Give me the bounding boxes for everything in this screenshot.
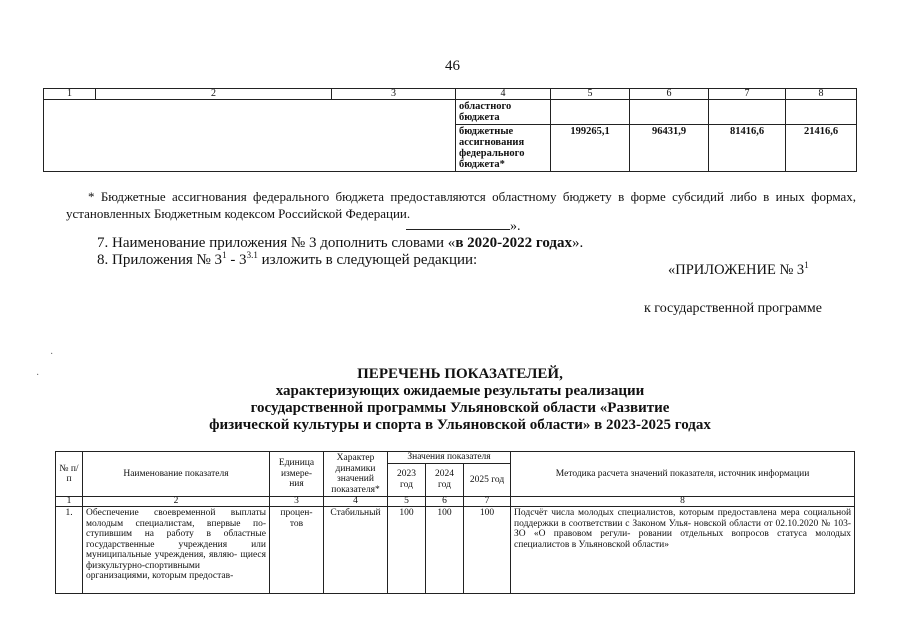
budget-fragment-table (43, 88, 857, 172)
column-number: 7 (464, 497, 511, 507)
column-number: 2 (96, 89, 332, 100)
column-number: 6 (426, 497, 464, 507)
indicators-title (60, 366, 860, 434)
row-number: 1. (56, 507, 83, 594)
value-2023: 100 (388, 507, 426, 594)
value-cell: 81416,6 (709, 125, 786, 172)
column-number: 3 (270, 497, 324, 507)
column-number: 5 (551, 89, 630, 100)
header-year-2024: 2024 год (426, 463, 464, 496)
value-2024: 100 (426, 507, 464, 594)
empty-merged-cell (44, 100, 456, 172)
superscript: 3.1 (246, 250, 258, 260)
column-number: 1 (44, 89, 96, 100)
value-cell (786, 100, 857, 125)
title-line: государственной программы Ульяновской области «Развитие (250, 400, 670, 416)
superscript: 1 (804, 260, 809, 271)
closing-quote (406, 219, 521, 235)
indicator-unit: процен- тов (270, 507, 324, 594)
column-number: 2 (83, 497, 270, 507)
table-row (44, 100, 857, 125)
indicator-dynamics: Стабильный (324, 507, 388, 594)
value-cell (709, 100, 786, 125)
header-year-2023: 2023 год (388, 463, 426, 496)
annex-subtitle: к государственной программе (644, 301, 822, 316)
indicator-name: Обеспечение своевременной выплаты молодым специалистам, впервые по- ступившим на работу в областные государственные учреждения или муниципальные учреждения, являю- щиеся физкультурно-спортивными организациями, которым предостав- (83, 507, 270, 594)
header-unit: Единица измере- ния (270, 452, 324, 497)
value-cell (551, 100, 630, 125)
paragraph-8-text-a: 8. Приложения № 3 (97, 252, 223, 268)
title-line: ПЕРЕЧЕНЬ ПОКАЗАТЕЛЕЙ, (357, 366, 563, 382)
column-number: 7 (709, 89, 786, 100)
paragraph-8-text-c: изложить в следующей редакции: (257, 252, 478, 268)
paragraph-8-text-b: - 3 (226, 252, 247, 268)
value-cell (630, 100, 709, 125)
column-number: 3 (332, 89, 456, 100)
annex-heading-text: «ПРИЛОЖЕНИЕ № 3 (668, 262, 805, 278)
header-method: Методика расчета значений показателя, источник информации (511, 452, 855, 497)
page-number: 46 (445, 58, 460, 74)
column-number: 8 (786, 89, 857, 100)
column-number: 4 (324, 497, 388, 507)
value-cell: 199265,1 (551, 125, 630, 172)
header-name: Наименование показателя (83, 452, 270, 497)
paragraph-7-text: 7. Наименование приложения № 3 дополнить словами « (97, 235, 456, 251)
column-number: 1 (56, 497, 83, 507)
column-number: 8 (511, 497, 855, 507)
signature-line (406, 219, 510, 230)
closing-mark: ». (510, 219, 521, 234)
annex-heading (668, 262, 809, 279)
value-cell: 96431,9 (630, 125, 709, 172)
column-number: 6 (630, 89, 709, 100)
table-header-row (44, 89, 857, 100)
scan-artifact: · (50, 349, 54, 360)
paragraph-7-end: ». (572, 235, 584, 251)
superscript: 1 (222, 250, 227, 260)
header-dynamics: Характер динамики значений показателя* (324, 452, 388, 497)
title-line: физической культуры и спорта в Ульяновской области» в 2023-2025 годах (209, 417, 711, 433)
table-header-row (56, 452, 855, 464)
source-label: областного бюджета (456, 100, 551, 125)
footnote: * Бюджетные ассигнования федерального бюджета предоставляются областному бюджету в форме субсидий либо в иных формах, установленных Бюджетным кодексом Российской Федерации. (66, 189, 856, 221)
column-number: 5 (388, 497, 426, 507)
column-numbers-row (56, 497, 855, 507)
table-row (56, 507, 855, 594)
column-number: 4 (456, 89, 551, 100)
indicators-table (55, 451, 855, 594)
paragraph-7 (97, 234, 583, 252)
header-values: Значения показателя (388, 452, 511, 464)
source-label: бюджетные ассигнования федерального бюджета* (456, 125, 551, 172)
header-year-2025: 2025 год (464, 463, 511, 496)
scan-artifact: · (36, 370, 40, 381)
paragraph-7-bold: в 2020-2022 годах (455, 235, 573, 251)
indicator-method: Подсчёт числа молодых специалистов, которым предоставлена мера социальной поддержки в соответствии с Законом Улья- новской области от 02.10.2020 № 103-ЗО «О правовом регули- ровании отдельных вопросов статуса молодых специалистов в Ульяновской области» (511, 507, 855, 594)
paragraph-8 (97, 251, 477, 269)
header-num: № п/п (56, 452, 83, 497)
value-2025: 100 (464, 507, 511, 594)
title-line: характеризующих ожидаемые результаты реализации (275, 383, 645, 399)
value-cell: 21416,6 (786, 125, 857, 172)
